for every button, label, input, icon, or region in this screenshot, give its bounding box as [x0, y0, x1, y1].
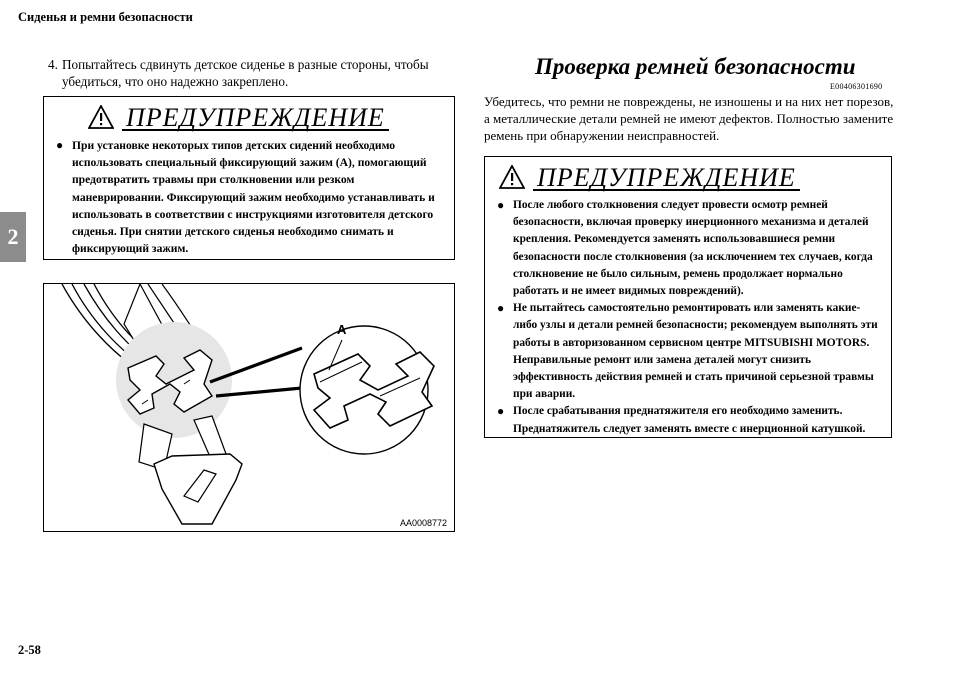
warning-header	[485, 157, 891, 197]
bullet-icon: ●	[56, 138, 64, 152]
page-number: 2-58	[18, 643, 41, 657]
callout-label-a: A	[337, 322, 347, 337]
warning-box-left	[43, 96, 455, 260]
warning-box-right	[484, 156, 892, 438]
bullet-icon: ●	[497, 301, 505, 316]
bullet-icon: ●	[497, 198, 505, 212]
warning-header	[44, 97, 454, 137]
page-header-title: Сиденья и ремни безопасности	[18, 10, 193, 24]
warning-title: ПРЕДУПРЕЖДЕНИЕ	[126, 103, 385, 132]
warning-body	[44, 137, 454, 257]
warning-item	[491, 403, 883, 437]
figure-code: AA0008772	[400, 518, 448, 528]
section-paragraph: Убедитесь, что ремни не повреждены, не изношены и на них нет порезов, а металлические детали ремней не имеют дефектов. Полностью замените ремень при обнаружении неисправностей.	[484, 94, 894, 143]
section-code: E00406301690	[830, 82, 883, 91]
warning-item-text: Не пытайтесь самостоятельно ремонтировать или заменять какие-либо узлы и детали ремней безопасности; рекомендуем выполнять эти работы в авторизованном сервисном центре MITSUBISHI MOTORS. Неправильные ремонт или замена деталей могут снизить эффективность действия ремней и стать причиной серьезной травмы при аварии.	[513, 302, 878, 401]
warning-item	[491, 300, 883, 403]
warning-item	[50, 137, 444, 257]
section-title: Проверка ремней безопасности	[535, 54, 856, 79]
chapter-tab: 2	[0, 212, 26, 262]
warning-item	[491, 197, 883, 300]
warning-item-text: После любого столкновения следует провести осмотр ремней безопасности, включая проверку инерционного механизма и деталей крепления. Рекомендуется заменять использовавшиеся ремни безопасности после столкновения (за исключением тех случаев, когда столкновение не было сильным, ремень продолжает нормально работать и не имеет видимых повреждений).	[513, 199, 873, 298]
step-text: Попытайтесь сдвинуть детское сиденье в разные стороны, чтобы убедиться, что оно надежно закреплено.	[62, 57, 429, 89]
seatbelt-clip-illustration	[43, 283, 455, 532]
warning-title: ПРЕДУПРЕЖДЕНИЕ	[537, 163, 796, 192]
warning-triangle-icon	[499, 165, 525, 189]
warning-item-text: При установке некоторых типов детских сидений необходимо использовать специальный фиксирующий зажим (A), помогающий предотвратить травмы при столкновении или резком маневрировании. Фиксирующий зажим необходимо устанавливать и использовать в соответствии с инструкциями изготовителя детского сиденья. При снятии детского сиденья необходимо снимать и фиксирующий зажим.	[72, 139, 435, 256]
locking-clip-drawing	[44, 284, 454, 531]
bullet-icon: ●	[497, 404, 505, 419]
step-item	[48, 56, 448, 90]
step-number: 4.	[48, 57, 58, 72]
warning-item-text: После срабатывания преднатяжителя его необходимо заменить. Преднатяжитель следует заменять вместе с инерционной катушкой.	[513, 405, 866, 435]
warning-triangle-icon	[88, 105, 114, 129]
warning-body	[485, 197, 891, 438]
